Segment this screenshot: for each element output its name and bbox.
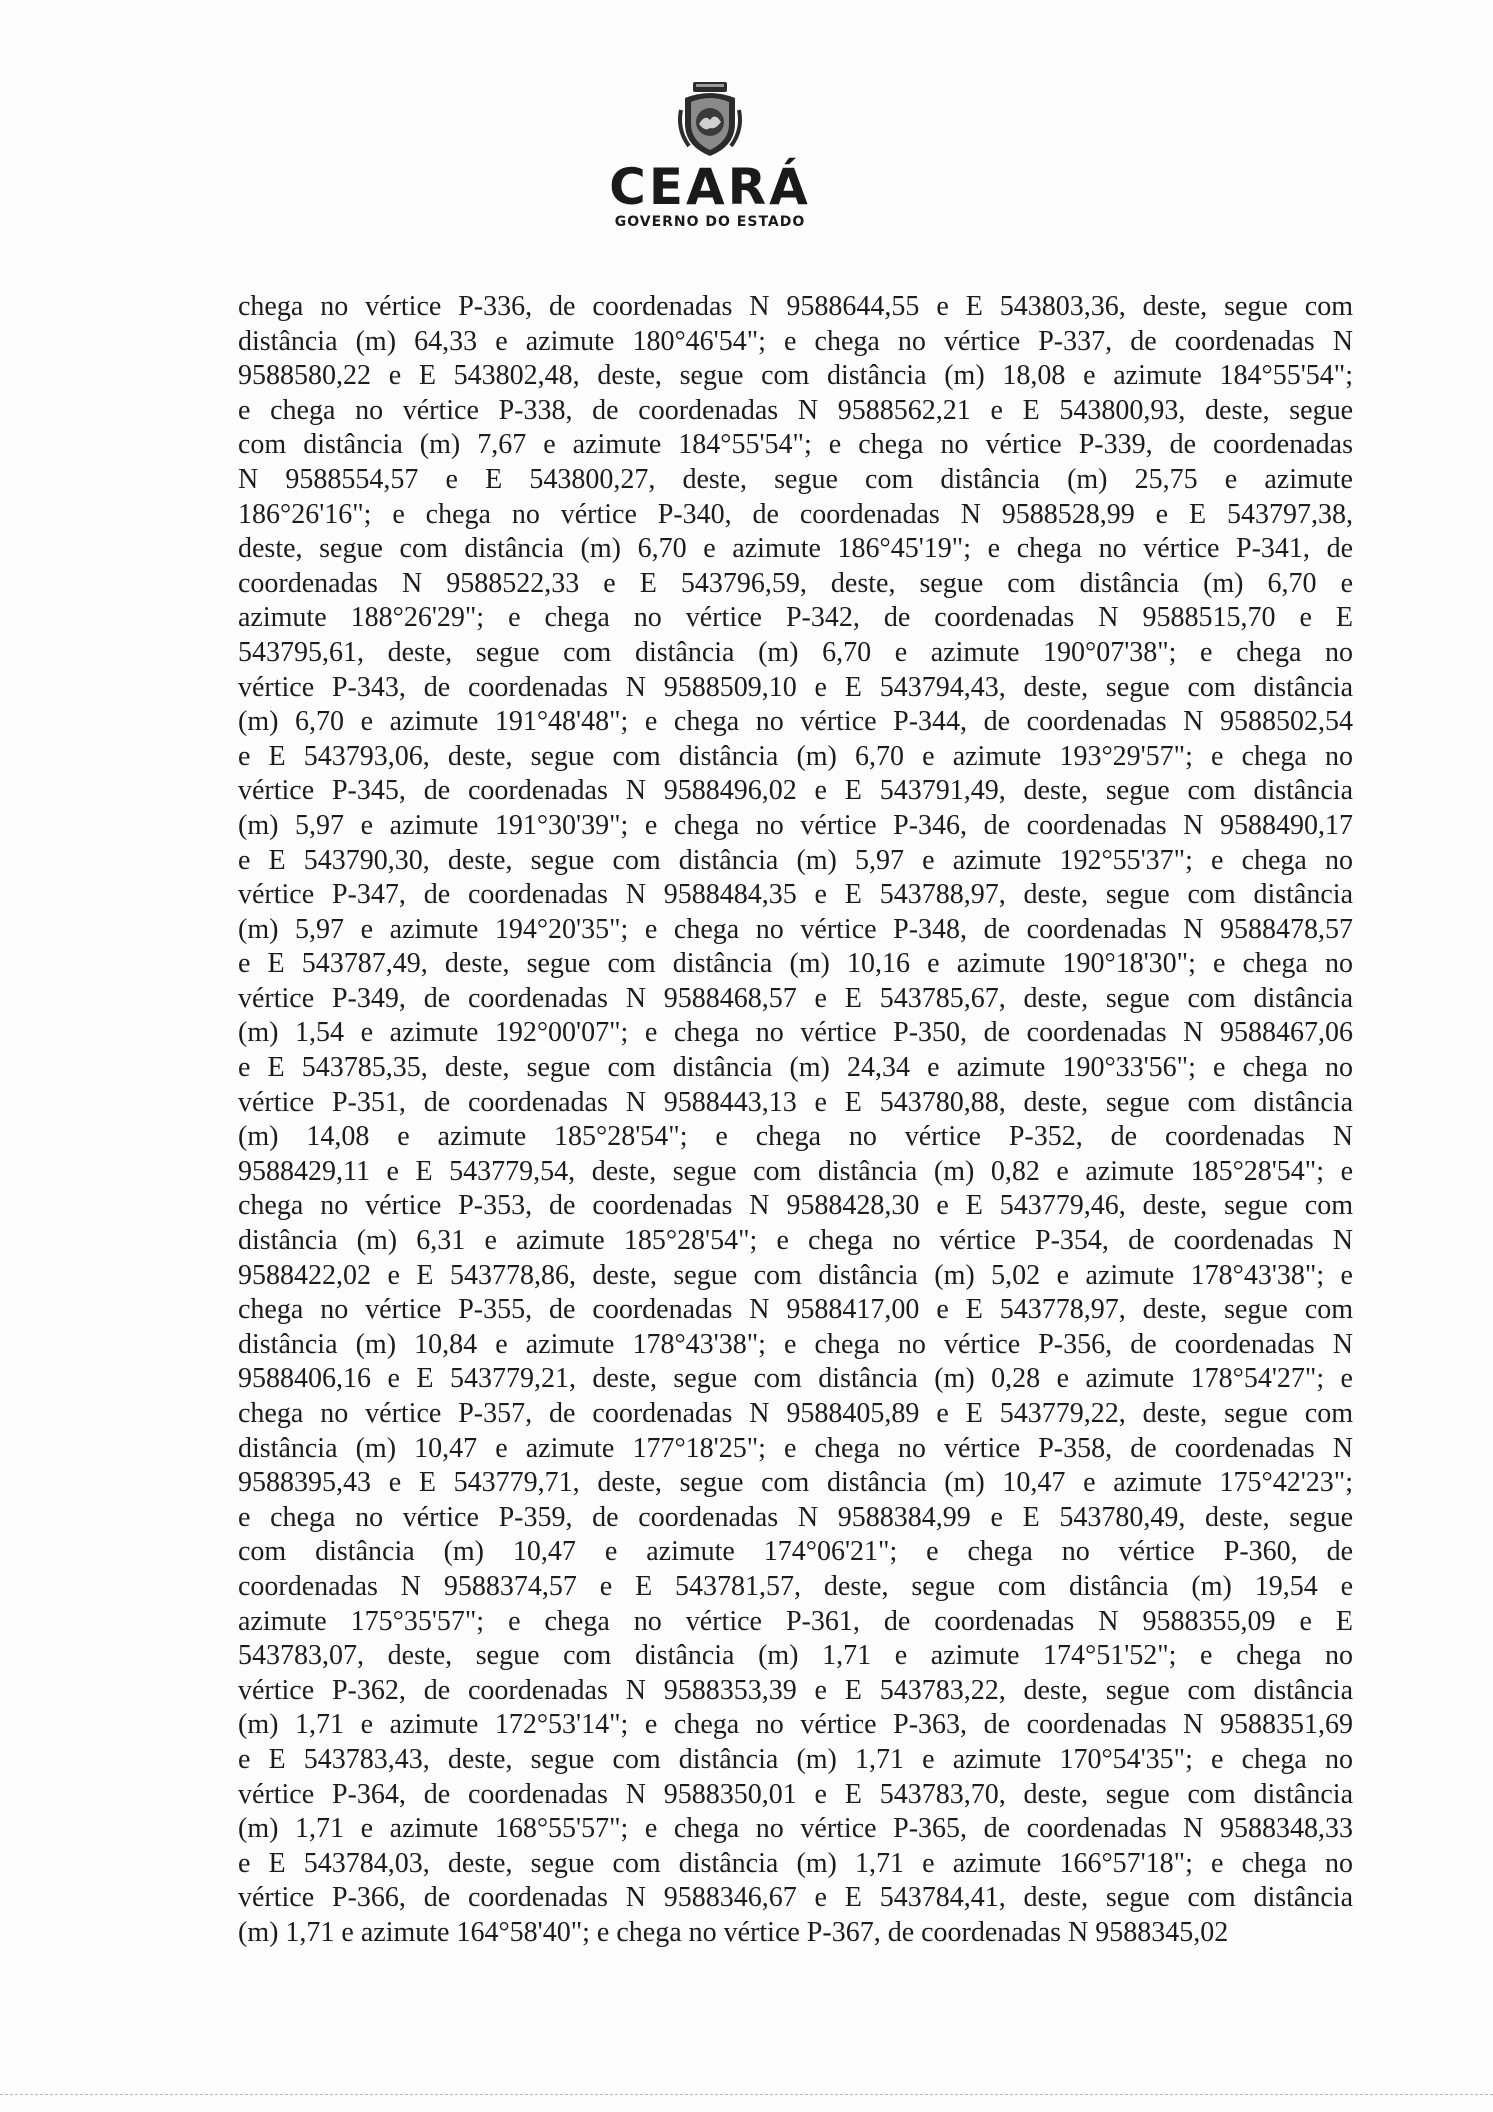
body-text-line: 9588580,22 e E 543802,48, deste, segue com distância (m) 18,08 e azimute 184°55'54"; [238,360,1353,392]
body-text-line: vértice P-343, de coordenadas N 9588509,10 e E 543794,43, deste, segue com distância [238,671,1353,703]
body-text-line: 543783,07, deste, segue com distância (m) 1,71 e azimute 174°51'52"; e chega no [238,1640,1353,1672]
body-text-line: 186°26'16"; e chega no vértice P-340, de coordenadas N 9588528,99 e E 543797,38, [238,498,1353,530]
body-text-line: chega no vértice P-355, de coordenadas N 9588417,00 e E 543778,97, deste, segue com [238,1294,1353,1326]
letterhead [560,80,860,260]
body-text-line: vértice P-364, de coordenadas N 9588350,01 e E 543783,70, deste, segue com distância [238,1778,1353,1810]
body-text-line: (m) 1,54 e azimute 192°00'07"; e chega no vértice P-350, de coordenadas N 9588467,06 [238,1017,1353,1049]
body-text-line: (m) 14,08 e azimute 185°28'54"; e chega no vértice P-352, de coordenadas N [238,1121,1353,1153]
body-text-line: (m) 5,97 e azimute 194°20'35"; e chega no vértice P-348, de coordenadas N 9588478,57 [238,913,1353,945]
body-text-line: coordenadas N 9588522,33 e E 543796,59, deste, segue com distância (m) 6,70 e [238,567,1353,599]
body-text-line: 9588406,16 e E 543779,21, deste, segue com distância (m) 0,28 e azimute 178°54'27"; e [238,1363,1353,1395]
body-text-line: vértice P-349, de coordenadas N 9588468,57 e E 543785,67, deste, segue com distância [238,982,1353,1014]
body-text-line: vértice P-351, de coordenadas N 9588443,13 e E 543780,88, deste, segue com distância [238,1086,1353,1118]
body-text-line: distância (m) 10,47 e azimute 177°18'25"; e chega no vértice P-358, de coordenadas N [238,1432,1353,1464]
body-text-line: coordenadas N 9588374,57 e E 543781,57, deste, segue com distância (m) 19,54 e [238,1570,1353,1602]
page-bottom-divider [0,2094,1493,2095]
body-text-line: e E 543784,03, deste, segue com distância (m) 1,71 e azimute 166°57'18"; e chega no [238,1847,1353,1879]
body-text-line: (m) 6,70 e azimute 191°48'48"; e chega no vértice P-344, de coordenadas N 9588502,54 [238,706,1353,738]
body-text-line: chega no vértice P-353, de coordenadas N 9588428,30 e E 543779,46, deste, segue com [238,1190,1353,1222]
body-text-line: e chega no vértice P-338, de coordenadas N 9588562,21 e E 543800,93, deste, segue [238,394,1353,426]
body-text-line: N 9588554,57 e E 543800,27, deste, segue com distância (m) 25,75 e azimute [238,463,1353,495]
body-text-line: e E 543787,49, deste, segue com distância (m) 10,16 e azimute 190°18'30"; e chega no [238,948,1353,980]
body-text-line: com distância (m) 10,47 e azimute 174°06'21"; e chega no vértice P-360, de [238,1536,1353,1568]
body-text-line: e E 543785,35, deste, segue com distância (m) 24,34 e azimute 190°33'56"; e chega no [238,1052,1353,1084]
body-text-line: azimute 188°26'29"; e chega no vértice P-342, de coordenadas N 9588515,70 e E [238,602,1353,634]
body-text-line: deste, segue com distância (m) 6,70 e azimute 186°45'19"; e chega no vértice P-341, de [238,533,1353,565]
body-text-line: vértice P-347, de coordenadas N 9588484,35 e E 543788,97, deste, segue com distância [238,879,1353,911]
body-text-line: e E 543783,43, deste, segue com distância (m) 1,71 e azimute 170°54'35"; e chega no [238,1743,1353,1775]
document-body [238,290,1353,1951]
body-text-line: e E 543793,06, deste, segue com distância (m) 6,70 e azimute 193°29'57"; e chega no [238,740,1353,772]
body-text-line: vértice P-362, de coordenadas N 9588353,39 e E 543783,22, deste, segue com distância [238,1674,1353,1706]
state-coat-of-arms-icon [675,80,745,160]
body-text-line: distância (m) 10,84 e azimute 178°43'38"; e chega no vértice P-356, de coordenadas N [238,1328,1353,1360]
body-text-line: vértice P-345, de coordenadas N 9588496,02 e E 543791,49, deste, segue com distância [238,775,1353,807]
body-text-line: (m) 5,97 e azimute 191°30'39"; e chega no vértice P-346, de coordenadas N 9588490,17 [238,809,1353,841]
body-text-line: vértice P-366, de coordenadas N 9588346,67 e E 543784,41, deste, segue com distância [238,1882,1353,1914]
body-text-line: (m) 1,71 e azimute 164°58'40"; e chega no vértice P-367, de coordenadas N 9588345,02 [238,1916,1229,1948]
body-text-line: 9588422,02 e E 543778,86, deste, segue com distância (m) 5,02 e azimute 178°43'38"; e [238,1259,1353,1291]
brand-title: CEARÁ [609,158,811,216]
body-text-line: (m) 1,71 e azimute 168°55'57"; e chega no vértice P-365, de coordenadas N 9588348,33 [238,1813,1353,1845]
body-text-line: distância (m) 64,33 e azimute 180°46'54"; e chega no vértice P-337, de coordenadas N [238,325,1353,357]
body-text-line: (m) 1,71 e azimute 172°53'14"; e chega no vértice P-363, de coordenadas N 9588351,69 [238,1709,1353,1741]
body-text-line: e chega no vértice P-359, de coordenadas N 9588384,99 e E 543780,49, deste, segue [238,1501,1353,1533]
body-text-line: distância (m) 6,31 e azimute 185°28'54"; e chega no vértice P-354, de coordenadas N [238,1225,1353,1257]
body-text-line: 9588395,43 e E 543779,71, deste, segue com distância (m) 10,47 e azimute 175°42'23"; [238,1467,1353,1499]
body-text-line: 9588429,11 e E 543779,54, deste, segue com distância (m) 0,82 e azimute 185°28'54"; e [238,1155,1353,1187]
body-text-line: com distância (m) 7,67 e azimute 184°55'54"; e chega no vértice P-339, de coordenadas [238,429,1353,461]
body-text-line: azimute 175°35'57"; e chega no vértice P-361, de coordenadas N 9588355,09 e E [238,1605,1353,1637]
body-text-line: e E 543790,30, deste, segue com distância (m) 5,97 e azimute 192°55'37"; e chega no [238,844,1353,876]
body-text-line: chega no vértice P-357, de coordenadas N 9588405,89 e E 543779,22, deste, segue com [238,1398,1353,1429]
brand-subtitle: GOVERNO DO ESTADO [614,214,806,230]
body-text-line: chega no vértice P-336, de coordenadas N 9588644,55 e E 543803,36, deste, segue com [238,291,1353,322]
body-text-line: 543795,61, deste, segue com distância (m) 6,70 e azimute 190°07'38"; e chega no [238,636,1353,668]
